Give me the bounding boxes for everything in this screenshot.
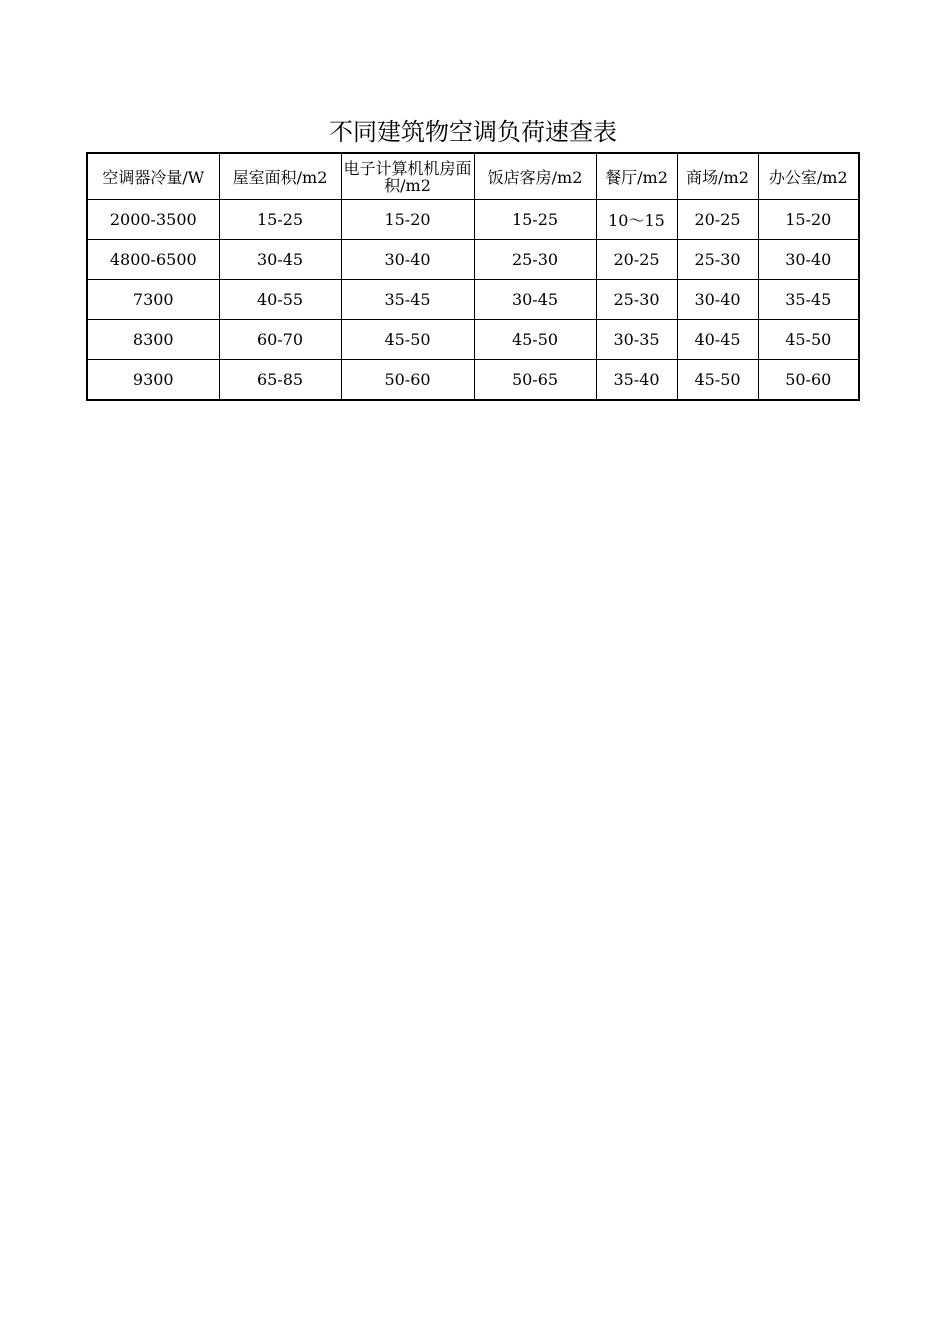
table-cell: 15-25 (474, 200, 596, 240)
table-cell: 35-45 (341, 280, 474, 320)
table-cell: 15-25 (219, 200, 341, 240)
table-cell: 20-25 (677, 200, 758, 240)
table-cell: 2000-3500 (87, 200, 219, 240)
table-cell: 8300 (87, 320, 219, 360)
table-cell: 30-35 (596, 320, 677, 360)
table-cell: 65-85 (219, 360, 341, 401)
table-cell: 30-40 (677, 280, 758, 320)
table-cell: 25-30 (596, 280, 677, 320)
table-cell: 20-25 (596, 240, 677, 280)
table-row (87, 320, 859, 360)
header-cell: 饭店客房/m2 (474, 153, 596, 200)
table-cell: 4800-6500 (87, 240, 219, 280)
table-cell: 10～15 (596, 200, 677, 240)
table-cell: 30-45 (474, 280, 596, 320)
header-cell: 餐厅/m2 (596, 153, 677, 200)
table-cell: 9300 (87, 360, 219, 401)
header-cell: 空调器冷量/W (87, 153, 219, 200)
table-cell: 15-20 (758, 200, 859, 240)
table-cell: 15-20 (341, 200, 474, 240)
table-row (87, 280, 859, 320)
table-cell: 40-45 (677, 320, 758, 360)
table-cell: 40-55 (219, 280, 341, 320)
table-header-row (87, 153, 859, 200)
table-cell: 50-60 (758, 360, 859, 401)
table-cell: 45-50 (677, 360, 758, 401)
table-cell: 7300 (87, 280, 219, 320)
table-cell: 45-50 (474, 320, 596, 360)
table-cell: 35-45 (758, 280, 859, 320)
header-cell: 商场/m2 (677, 153, 758, 200)
table-cell: 25-30 (474, 240, 596, 280)
table-cell: 35-40 (596, 360, 677, 401)
table-row (87, 200, 859, 240)
table-row (87, 240, 859, 280)
table-cell: 45-50 (341, 320, 474, 360)
header-cell: 屋室面积/m2 (219, 153, 341, 200)
table-cell: 60-70 (219, 320, 341, 360)
table-cell: 25-30 (677, 240, 758, 280)
table-cell: 30-40 (341, 240, 474, 280)
page-title: 不同建筑物空调负荷速查表 (329, 118, 617, 146)
table-cell: 30-45 (219, 240, 341, 280)
table-row (87, 360, 859, 401)
load-table (86, 152, 860, 401)
table-cell: 50-60 (341, 360, 474, 401)
table-cell: 50-65 (474, 360, 596, 401)
table-cell: 45-50 (758, 320, 859, 360)
header-cell: 电子计算机机房面积/m2 (341, 153, 474, 200)
table-cell: 30-40 (758, 240, 859, 280)
header-cell: 办公室/m2 (758, 153, 859, 200)
